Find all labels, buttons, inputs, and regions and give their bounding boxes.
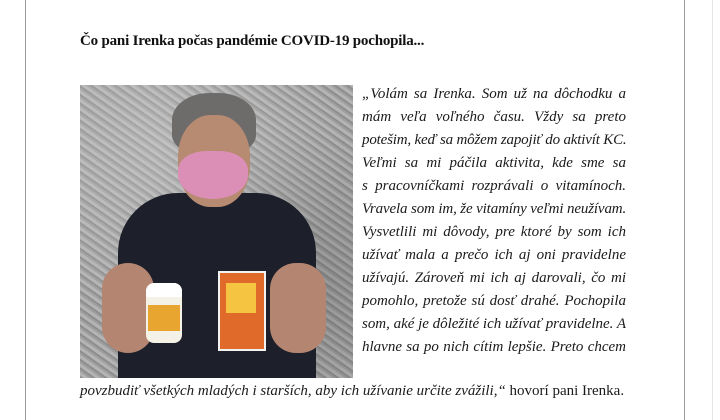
quote-last-line bbox=[80, 383, 624, 400]
quote-line: užívajú. Zároveň mi ich aj darovali, čo mi bbox=[362, 270, 626, 286]
vitamin-box bbox=[218, 271, 266, 351]
page-edge-left bbox=[25, 0, 26, 420]
quote-line: Vravela som im, že vitamíny veľmi neužívam. bbox=[362, 201, 627, 217]
face-mask bbox=[178, 151, 248, 199]
quote-line: s pracovníčkami rozprávali o vitamínoch. bbox=[362, 178, 626, 194]
article-title: Čo pani Irenka počas pandémie COVID-19 pochopila... bbox=[80, 33, 425, 49]
quote-line: mám veľa voľného času. Vždy sa preto bbox=[362, 109, 626, 125]
page-edge-right bbox=[684, 0, 685, 420]
attribution: hovorí pani Irenka. bbox=[505, 383, 625, 399]
quote-line: užívať mala a prečo ich aj oni pravidelne bbox=[362, 247, 626, 263]
quote-line: „Volám sa Irenka. Som už na dôchodku a bbox=[362, 86, 626, 102]
quote-line: Veľmi sa mi páčila aktivita, kde sme sa bbox=[362, 155, 626, 171]
quote-line: potešim, keď sa môžem zapojiť do aktivít KC. bbox=[362, 132, 627, 148]
quote-line: som, aké je dôležité ich užívať pravidelne. A bbox=[362, 316, 626, 332]
photo-woman-with-vitamins bbox=[80, 85, 353, 378]
quote-line: Vysvetlili mi dôvody, pre ktoré by som ich bbox=[362, 224, 626, 240]
quote-ending: povzbudiť všetkých mladých i starších, aby ich užívanie určite zvážili,“ bbox=[80, 383, 506, 399]
quote-line: hlavne sa po nich cítim lepšie. Preto chcem bbox=[362, 339, 626, 355]
scan-edge bbox=[712, 0, 713, 420]
vitamin-bottle bbox=[146, 283, 182, 343]
quote-line: pomohlo, pretože sú dosť drahé. Pochopila bbox=[362, 293, 626, 309]
